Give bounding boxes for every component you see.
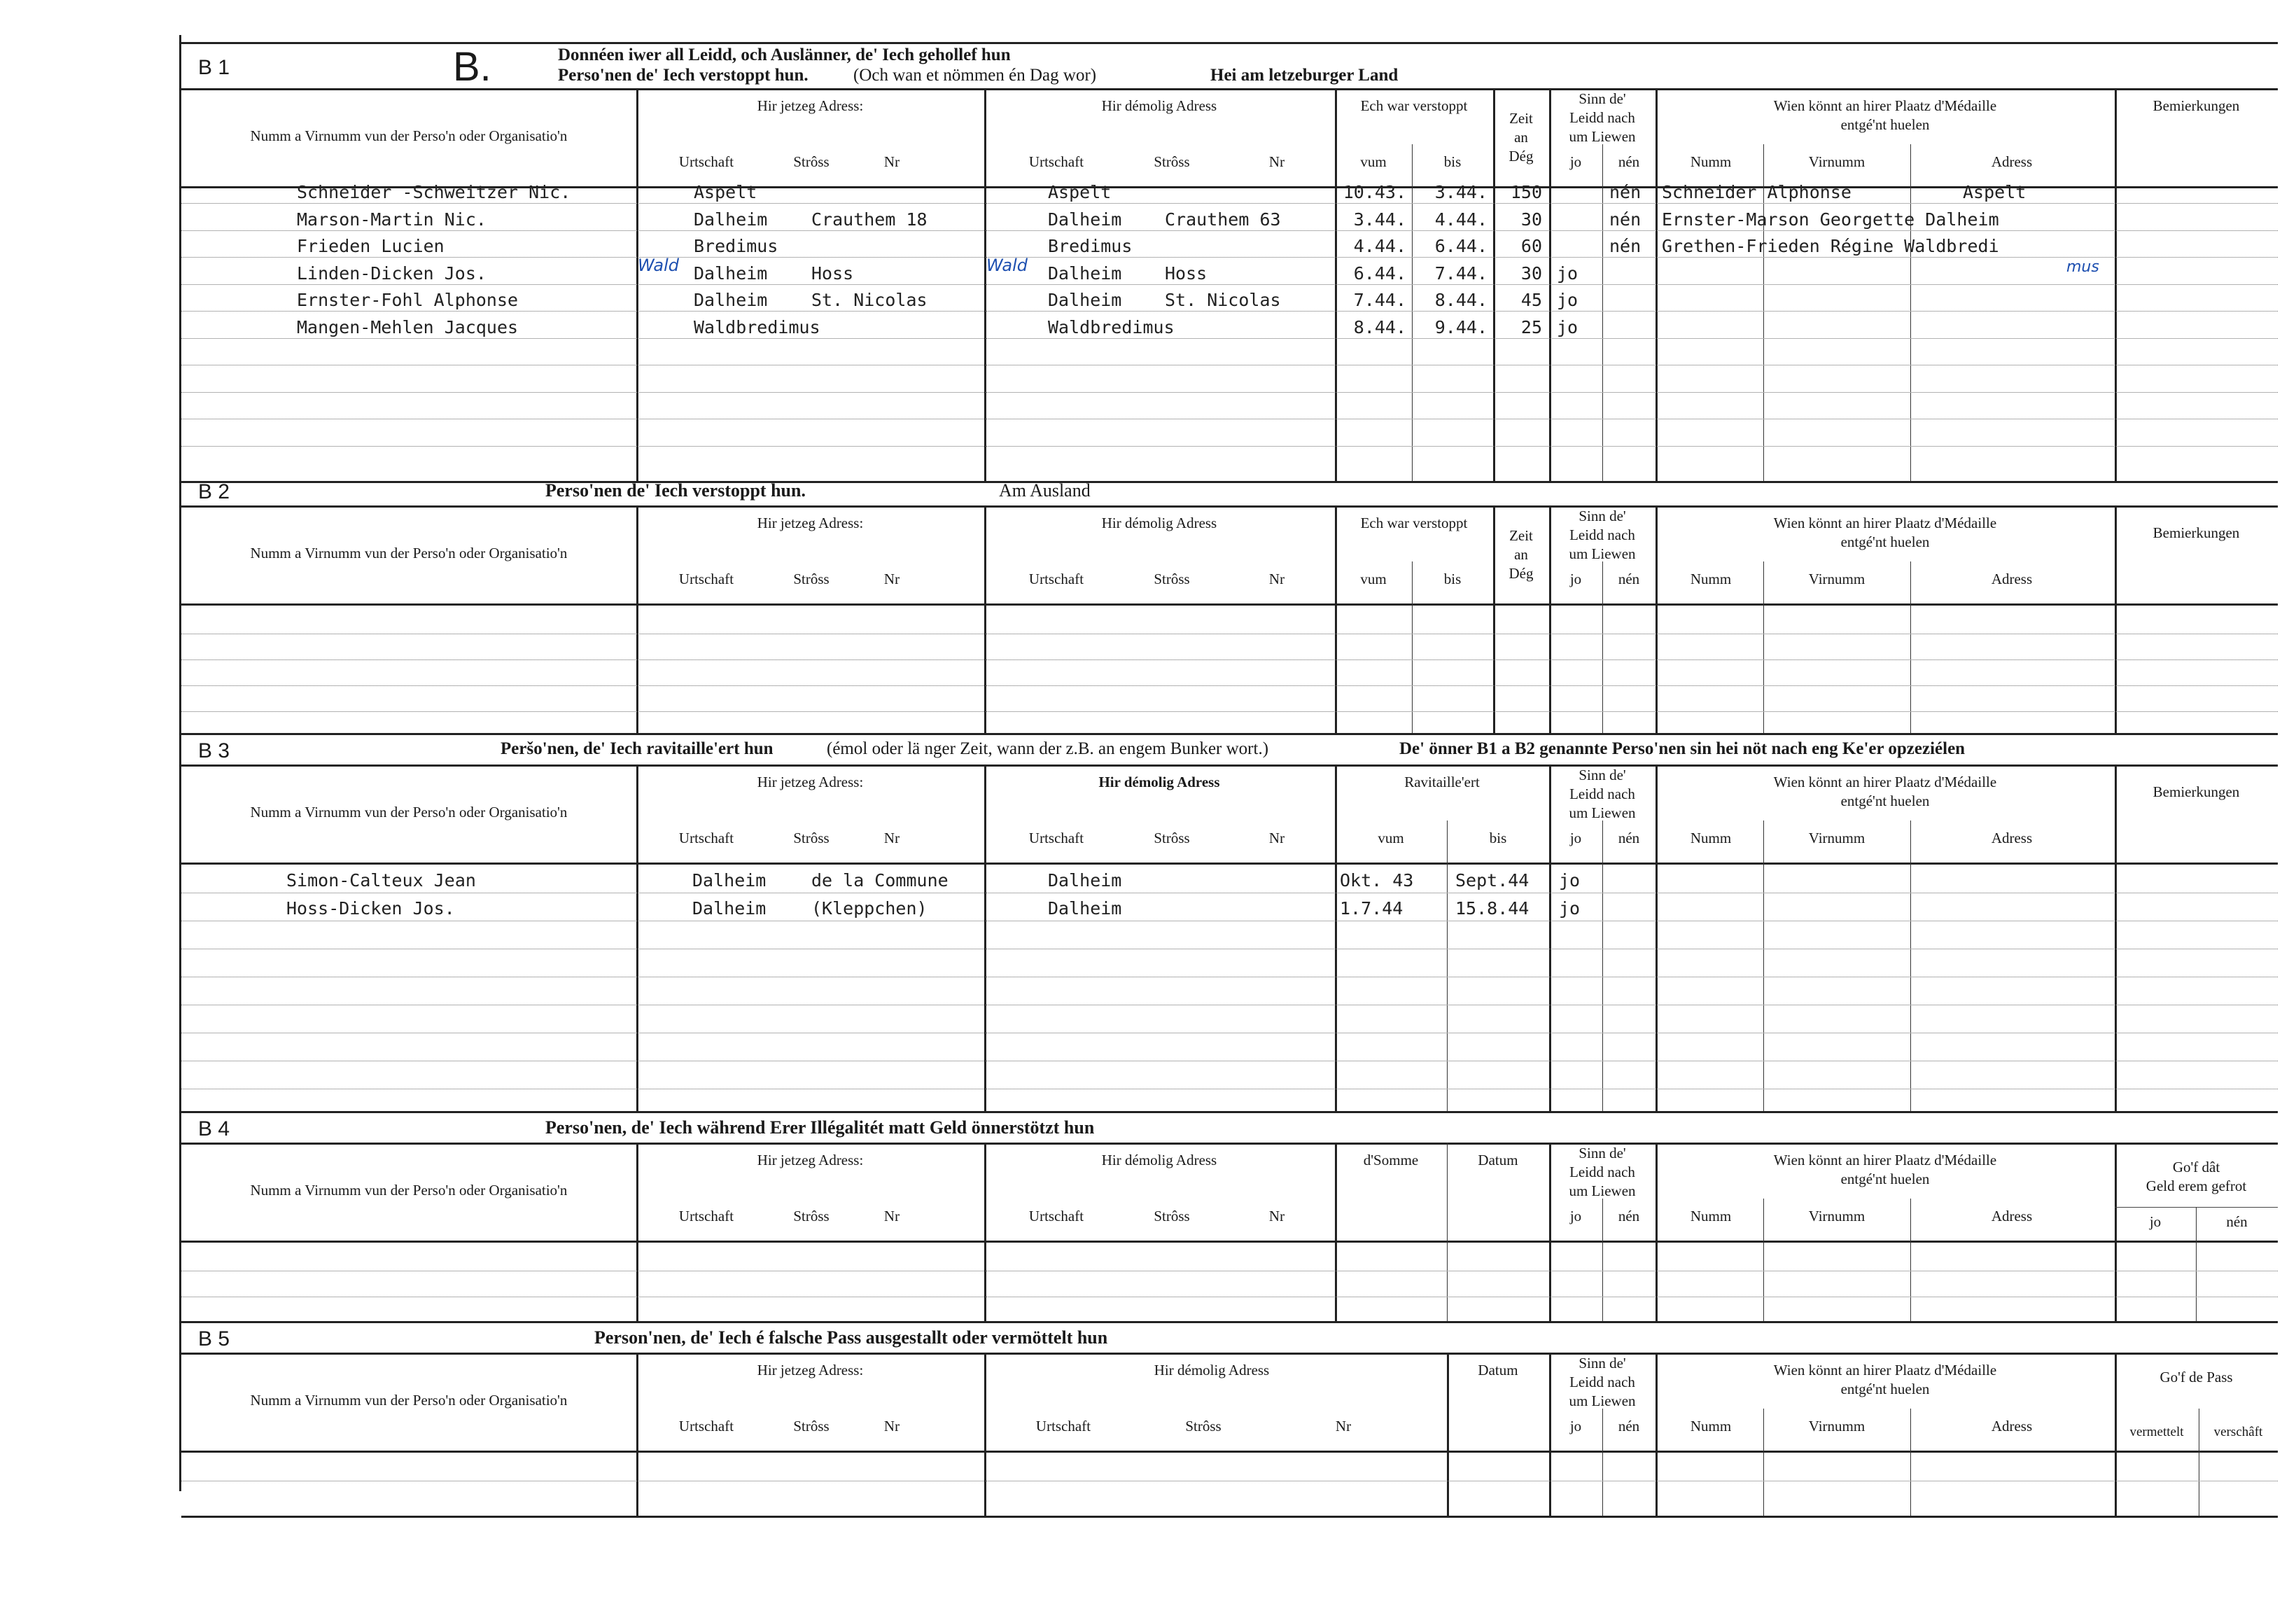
col-fnr-header: Nr xyxy=(1268,1208,1285,1224)
section-b2 xyxy=(181,476,2278,735)
col-town-header: Urtschaft xyxy=(678,153,734,170)
col-from-header: vum xyxy=(1360,153,1387,170)
col-medal-header-2: entgé'nt huelen xyxy=(1840,533,1930,550)
col-alive-header-2: Leidd nach xyxy=(1569,1374,1635,1390)
cell-from: Okt. 43 xyxy=(1340,870,1414,891)
cell-yes: jo xyxy=(1557,263,1578,284)
cell-town: Dalheim xyxy=(694,290,768,310)
col-medal-header-2: entgé'nt huelen xyxy=(1840,1171,1930,1187)
col-medal-header-2: entgé'nt huelen xyxy=(1840,792,1930,809)
col-name-header: Numm a Virnumm vun der Perso'n oder Organisatio'n xyxy=(250,1392,568,1409)
cell-town: Aspelt xyxy=(694,182,757,202)
col-ravitailleert-header: Ravitaille'ert xyxy=(1404,774,1480,790)
cell-days: 25 xyxy=(1520,316,1542,337)
col-address-header: Adress xyxy=(1991,1208,2033,1224)
cell-town: Waldbredimus xyxy=(694,316,820,337)
col-time-header-3: Dég xyxy=(1508,148,1534,165)
cell-name: Mangen-Mehlen Jacques xyxy=(297,316,519,337)
col-medal-header-2: entgé'nt huelen xyxy=(1840,116,1930,133)
cell-to: Sept.44 xyxy=(1455,870,1530,891)
col-firstname-header: Virnumm xyxy=(1808,830,1865,846)
col-former-address-header: Hir démolig Adress xyxy=(1154,1362,1270,1378)
col-fstreet-header: Strôss xyxy=(1154,571,1190,587)
col-no-header: nén xyxy=(1618,1418,1640,1434)
col-yes-header: jo xyxy=(1569,153,1582,170)
col-surname-header: Numm xyxy=(1690,1208,1732,1224)
col-nr-header: Nr xyxy=(883,153,900,170)
col-no-header: nén xyxy=(1618,1208,1640,1224)
col-yes-header: jo xyxy=(1569,571,1582,587)
col-sum-header: d'Somme xyxy=(1363,1152,1419,1168)
col-no-header: nén xyxy=(1618,830,1640,846)
cell-ftown: Dalheim xyxy=(1048,870,1122,891)
cell-name: Schneider -Schweitzer Nic. xyxy=(297,182,571,202)
col-ftown-header: Urtschaft xyxy=(1028,1208,1084,1224)
col-yes-header: jo xyxy=(1569,1418,1582,1434)
col-remarks-header: Bemierkungen xyxy=(2152,783,2240,800)
col-ftown-header: Urtschaft xyxy=(1028,830,1084,846)
section-b4 xyxy=(181,1113,2278,1323)
table-header xyxy=(181,505,2278,606)
col-no-header: nén xyxy=(1618,153,1640,170)
table-header xyxy=(181,764,2278,865)
cell-yes: jo xyxy=(1559,898,1581,919)
col-address-header: Adress xyxy=(1991,830,2033,846)
cell-yes: jo xyxy=(1559,870,1581,891)
col-firstname-header: Virnumm xyxy=(1808,1418,1865,1434)
col-remarks-header: Bemierkungen xyxy=(2152,97,2240,114)
col-alive-header-2: Leidd nach xyxy=(1569,526,1635,543)
cell-street: Hoss xyxy=(811,263,854,284)
cell-street: (Kleppchen) xyxy=(811,898,927,919)
cell-from: 8.44. xyxy=(1353,316,1406,337)
col-nr-header: Nr xyxy=(883,830,900,846)
section-id: B 2 xyxy=(198,480,230,503)
cell-days: 30 xyxy=(1520,263,1542,284)
col-alive-header-2: Leidd nach xyxy=(1569,785,1635,802)
section-b1-titlebar xyxy=(181,42,2278,90)
section-title-note: (émol oder lä nger Zeit, wann der z.B. an engem Bunker wort.) xyxy=(827,739,1269,758)
form-page xyxy=(179,35,2278,1491)
col-town-header: Urtschaft xyxy=(678,571,734,587)
col-alive-header: Sinn de' xyxy=(1578,90,1626,107)
col-fnr-header: Nr xyxy=(1268,571,1285,587)
col-surname-header: Numm xyxy=(1690,830,1732,846)
section-title: Donnéen iwer all Leidd, och Auslänner, de' Iech gehollef hun xyxy=(558,46,1011,64)
col-fstreet-header: Strôss xyxy=(1154,153,1190,170)
col-fstreet-header: Strôss xyxy=(1154,830,1190,846)
table-header xyxy=(181,1353,2278,1453)
cell-days: 150 xyxy=(1510,182,1542,202)
col-from-header: vum xyxy=(1360,571,1387,587)
col-alive-header: Sinn de' xyxy=(1578,508,1626,524)
cell-ftown: Waldbredimus xyxy=(1048,316,1175,337)
cell-ftown: Aspelt xyxy=(1048,182,1112,202)
cell-name: Frieden Lucien xyxy=(297,236,444,256)
col-fnr-header: Nr xyxy=(1268,153,1285,170)
col-money-header-2: Geld erem gefrot xyxy=(2146,1178,2247,1194)
cell-to: 9.44. xyxy=(1434,316,1488,337)
section-subtitle: De' önner B1 a B2 genannte Perso'nen sin hei nöt nach eng Ke'er opzeziélen xyxy=(1399,739,1966,758)
col-medal-header: Wien könnt an hirer Plaatz d'Médaille xyxy=(1773,1362,1997,1378)
col-firstname-header: Virnumm xyxy=(1808,153,1865,170)
col-address-header: Adress xyxy=(1991,153,2033,170)
section-subtitle: Hei am letzeburger Land xyxy=(1210,66,1399,85)
col-town-header: Urtschaft xyxy=(678,1418,734,1434)
cell-to: 8.44. xyxy=(1434,290,1488,310)
col-present-address-header: Hir jetzeg Adress: xyxy=(757,774,864,790)
cell-from: 6.44. xyxy=(1353,263,1406,284)
section-title: Perso'nen, de' Iech während Erer Illégalitét matt Geld önnerstötzt hun xyxy=(545,1117,1095,1138)
cell-to: 15.8.44 xyxy=(1455,898,1530,919)
col-street-header: Strôss xyxy=(793,571,830,587)
cell-street: St. Nicolas xyxy=(811,290,927,310)
cell-from: 4.44. xyxy=(1353,236,1406,256)
col-alive-header-3: um Liewen xyxy=(1569,1182,1636,1199)
section-title-note: (Och wan et nömmen én Dag wor) xyxy=(853,66,1097,85)
col-yes-header: jo xyxy=(1569,830,1582,846)
col-name-header: Numm a Virnumm vun der Perso'n oder Organisatio'n xyxy=(250,1182,568,1199)
cell-days: 30 xyxy=(1520,209,1542,230)
col-town-header: Urtschaft xyxy=(678,830,734,846)
col-alive-header-2: Leidd nach xyxy=(1569,109,1635,126)
table-header xyxy=(181,88,2278,188)
cell-name: Hoss-Dicken Jos. xyxy=(286,898,455,919)
cell-days: 45 xyxy=(1520,290,1542,310)
col-date-header: Datum xyxy=(1478,1362,1518,1378)
cell-medal: Grethen-Frieden Régine Waldbredi xyxy=(1662,236,1999,256)
col-hidden-header: Ech war verstoppt xyxy=(1360,97,1468,114)
col-former-address-header: Hir démolig Adress xyxy=(1098,774,1220,790)
handwritten-annotation: mus xyxy=(2066,258,2099,276)
col-ftown-header: Urtschaft xyxy=(1028,571,1084,587)
col-fnr-header: Nr xyxy=(1335,1418,1352,1434)
col-alive-header-2: Leidd nach xyxy=(1569,1164,1635,1180)
col-fnr-header: Nr xyxy=(1268,830,1285,846)
col-street-header: Strôss xyxy=(793,1418,830,1434)
cell-medal: Ernster-Marson Georgette Dalheim xyxy=(1662,209,1999,230)
cell-no: nén xyxy=(1609,182,1642,202)
col-alive-header-3: um Liewen xyxy=(1569,545,1636,562)
col-firstname-header: Virnumm xyxy=(1808,571,1865,587)
cell-days: 60 xyxy=(1520,236,1542,256)
col-medal-header: Wien könnt an hirer Plaatz d'Médaille xyxy=(1773,774,1997,790)
col-name-header: Numm a Virnumm vun der Perso'n oder Organisatio'n xyxy=(250,127,568,144)
section-id: B 4 xyxy=(198,1117,230,1140)
section-b1 xyxy=(181,42,2278,483)
col-medal-header: Wien könnt an hirer Plaatz d'Médaille xyxy=(1773,97,1997,114)
col-street-header: Strôss xyxy=(793,153,830,170)
col-from-header: vum xyxy=(1378,830,1404,846)
col-money-yes-header: jo xyxy=(2149,1213,2162,1230)
cell-street: Crauthem 18 xyxy=(811,209,927,230)
cell-from: 1.7.44 xyxy=(1340,898,1404,919)
col-alive-header: Sinn de' xyxy=(1578,767,1626,783)
col-nr-header: Nr xyxy=(883,571,900,587)
section-title: Perso'nen de' Iech verstoppt hun. xyxy=(545,480,806,501)
col-fstreet-header: Strôss xyxy=(1185,1418,1222,1434)
cell-ftown: Dalheim xyxy=(1048,290,1122,310)
cell-no: nén xyxy=(1609,236,1642,256)
cell-from: 10.43. xyxy=(1343,182,1406,202)
col-town-header: Urtschaft xyxy=(678,1208,734,1224)
col-time-header-2: an xyxy=(1514,129,1528,146)
col-present-address-header: Hir jetzeg Adress: xyxy=(757,515,864,531)
cell-name: Marson-Martin Nic. xyxy=(297,209,486,230)
col-present-address-header: Hir jetzeg Adress: xyxy=(757,1362,864,1378)
section-b3 xyxy=(181,735,2278,1113)
col-money-header: Go'f dât xyxy=(2172,1159,2220,1175)
col-former-address-header: Hir démolig Adress xyxy=(1101,515,1217,531)
cell-to: 3.44. xyxy=(1434,182,1488,202)
col-nr-header: Nr xyxy=(883,1418,900,1434)
cell-name: Linden-Dicken Jos. xyxy=(297,263,486,284)
cell-fstreet: St. Nicolas xyxy=(1165,290,1281,310)
col-medal-header-2: entgé'nt huelen xyxy=(1840,1381,1930,1397)
col-medal-header: Wien könnt an hirer Plaatz d'Médaille xyxy=(1773,515,1997,531)
cell-fstreet: Crauthem 63 xyxy=(1165,209,1281,230)
col-present-address-header: Hir jetzeg Adress: xyxy=(757,1152,864,1168)
cell-fstreet: Hoss xyxy=(1165,263,1208,284)
col-time-header-3: Dég xyxy=(1508,565,1534,582)
section-b5-titlebar xyxy=(181,1323,2278,1355)
col-remarks-header: Bemierkungen xyxy=(2152,524,2240,541)
section-b3-titlebar xyxy=(181,735,2278,767)
cell-from: 3.44. xyxy=(1353,209,1406,230)
form-letter: B. xyxy=(453,44,491,90)
cell-town: Bredimus xyxy=(694,236,778,256)
section-id: B 3 xyxy=(198,739,230,762)
cell-no: nén xyxy=(1609,209,1642,230)
section-title: Peršo'nen, de' Iech ravitaille'ert hun xyxy=(500,739,774,758)
cell-name: Simon-Calteux Jean xyxy=(286,870,476,891)
col-name-header: Numm a Virnumm vun der Perso'n oder Organisatio'n xyxy=(250,545,568,561)
col-surname-header: Numm xyxy=(1690,1418,1732,1434)
col-to-header: bis xyxy=(1489,830,1507,846)
col-surname-header: Numm xyxy=(1690,571,1732,587)
section-b2-titlebar xyxy=(181,476,2278,508)
cell-yes: jo xyxy=(1557,316,1578,337)
handwritten-annotation: Wald xyxy=(638,256,680,275)
cell-town: Dalheim xyxy=(692,870,766,891)
col-former-address-header: Hir démolig Adress xyxy=(1101,97,1217,114)
col-medal-header: Wien könnt an hirer Plaatz d'Médaille xyxy=(1773,1152,1997,1168)
cell-to: 4.44. xyxy=(1434,209,1488,230)
col-alive-header-3: um Liewen xyxy=(1569,1392,1636,1409)
handwritten-annotation: Wald xyxy=(986,256,1028,275)
table-header xyxy=(181,1143,2278,1243)
cell-from: 7.44. xyxy=(1353,290,1406,310)
col-name-header: Numm a Virnumm vun der Perso'n oder Organisatio'n xyxy=(250,804,568,821)
cell-to: 6.44. xyxy=(1434,236,1488,256)
cell-medal-addr: Aspelt xyxy=(1963,182,2026,202)
col-time-header: Zeit xyxy=(1509,110,1533,127)
col-firstname-header: Virnumm xyxy=(1808,1208,1865,1224)
section-id: B 5 xyxy=(198,1327,230,1350)
cell-yes: jo xyxy=(1557,290,1578,310)
cell-name: Ernster-Fohl Alphonse xyxy=(297,290,519,310)
col-address-header: Adress xyxy=(1991,1418,2033,1434)
col-surname-header: Numm xyxy=(1690,153,1732,170)
cell-town: Dalheim xyxy=(694,209,768,230)
col-no-header: nén xyxy=(1618,571,1640,587)
cell-ftown: Dalheim xyxy=(1048,898,1122,919)
col-pass-forged-header: verschâft xyxy=(2213,1425,2263,1439)
col-nr-header: Nr xyxy=(883,1208,900,1224)
section-b5 xyxy=(181,1323,2278,1533)
col-time-header-2: an xyxy=(1514,546,1528,563)
col-date-header: Datum xyxy=(1478,1152,1518,1168)
cell-ftown: Bredimus xyxy=(1048,236,1133,256)
cell-ftown: Dalheim xyxy=(1048,209,1122,230)
col-ftown-header: Urtschaft xyxy=(1028,153,1084,170)
col-money-no-header: nén xyxy=(2226,1213,2248,1230)
col-pass-header: Go'f de Pass xyxy=(2160,1369,2233,1385)
col-hidden-header: Ech war verstoppt xyxy=(1360,515,1468,531)
col-address-header: Adress xyxy=(1991,571,2033,587)
col-to-header: bis xyxy=(1443,153,1462,170)
col-alive-header: Sinn de' xyxy=(1578,1355,1626,1371)
col-fstreet-header: Strôss xyxy=(1154,1208,1190,1224)
section-title: Person'nen, de' Iech é falsche Pass ausgestallt oder vermöttelt hun xyxy=(594,1327,1108,1348)
section-id: B 1 xyxy=(198,56,230,79)
col-present-address-header: Hir jetzeg Adress: xyxy=(757,97,864,114)
col-ftown-header: Urtschaft xyxy=(1035,1418,1091,1434)
cell-street: de la Commune xyxy=(811,870,948,891)
col-former-address-header: Hir démolig Adress xyxy=(1101,1152,1217,1168)
cell-to: 7.44. xyxy=(1434,263,1488,284)
cell-town: Dalheim xyxy=(692,898,766,919)
col-street-header: Strôss xyxy=(793,1208,830,1224)
cell-town: Dalheim xyxy=(694,263,768,284)
col-alive-header-3: um Liewen xyxy=(1569,804,1636,821)
section-title-line2: Perso'nen de' Iech verstoppt hun. xyxy=(558,66,808,85)
cell-ftown: Dalheim xyxy=(1048,263,1122,284)
col-pass-issued-header: vermettelt xyxy=(2129,1425,2184,1439)
col-to-header: bis xyxy=(1443,571,1462,587)
cell-medal: Schneider Alphonse xyxy=(1662,182,1851,202)
col-street-header: Strôss xyxy=(793,830,830,846)
col-alive-header-3: um Liewen xyxy=(1569,128,1636,145)
col-yes-header: jo xyxy=(1569,1208,1582,1224)
col-alive-header: Sinn de' xyxy=(1578,1145,1626,1161)
section-b4-titlebar xyxy=(181,1113,2278,1145)
col-time-header: Zeit xyxy=(1509,527,1533,544)
section-subtitle: Am Ausland xyxy=(999,480,1091,501)
